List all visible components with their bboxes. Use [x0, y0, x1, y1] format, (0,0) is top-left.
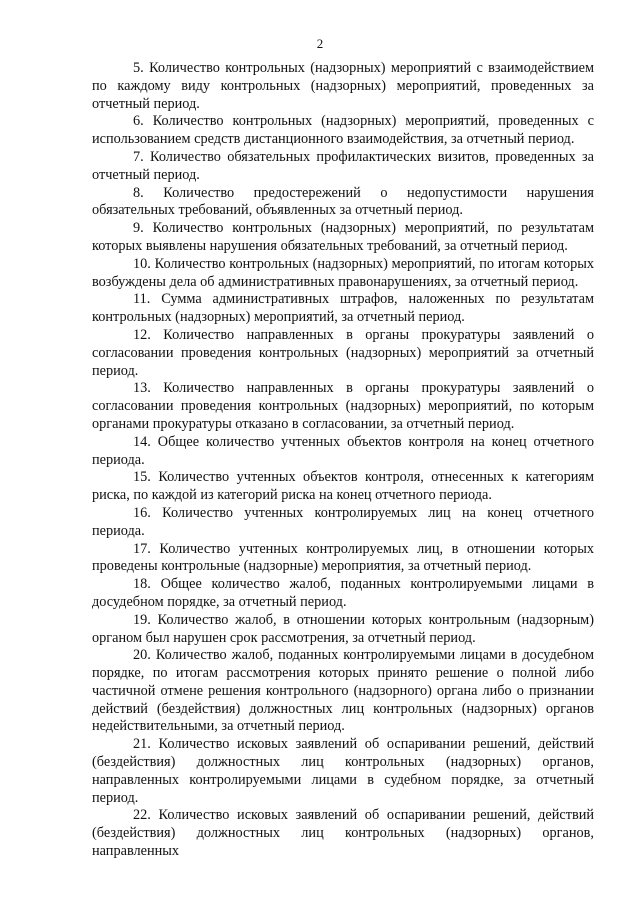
list-item-8: 8. Количество предостережений о недопустимости нарушения обязательных требований, объявленных за отчетный период. [92, 184, 594, 219]
list-item-20: 20. Количество жалоб, поданных контролируемыми лицами в досудебном порядке, по итогам рассмотрения которых принято решение о полной либо частичной отмене решения контрольного (надзорного) органа либо о признании действий (бездействия) должностных лиц контрольных (надзорных) органов недействительными, за отчетный период. [92, 647, 594, 735]
list-item-6: 6. Количество контрольных (надзорных) мероприятий, проведенных с использованием средств дистанционного взаимодействия, за отчетный период. [92, 113, 594, 148]
list-item-22: 22. Количество исковых заявлений об оспаривании решений, действий (бездействия) должностных лиц контрольных (надзорных) органов, направленных [92, 807, 594, 860]
list-item-14: 14. Общее количество учтенных объектов контроля на конец отчетного периода. [92, 433, 594, 468]
list-item-12: 12. Количество направленных в органы прокуратуры заявлений о согласовании проведения контрольных (надзорных) мероприятий за отчетный период. [92, 326, 594, 379]
list-item-7: 7. Количество обязательных профилактических визитов, проведенных за отчетный период. [92, 148, 594, 183]
list-item-5: 5. Количество контрольных (надзорных) мероприятий с взаимодействием по каждому виду контрольных (надзорных) мероприятий, проведенных за отчетный период. [92, 60, 594, 112]
list-item-17: 17. Количество учтенных контролируемых лиц, в отношении которых проведены контрольные (надзорные) мероприятия, за отчетный период. [92, 540, 594, 575]
document-body [92, 60, 594, 861]
list-item-19: 19. Количество жалоб, в отношении которых контрольным (надзорным) органом был нарушен срок рассмотрения, за отчетный период. [92, 611, 594, 646]
list-item-9: 9. Количество контрольных (надзорных) мероприятий, по результатам которых выявлены нарушения обязательных требований, за отчетный период. [92, 220, 594, 254]
list-item-13: 13. Количество направленных в органы прокуратуры заявлений о согласовании проведения контрольных (надзорных) мероприятий, по которым органами прокуратуры отказано в согласовании, за отчетный период. [92, 380, 594, 432]
list-item-16: 16. Количество учтенных контролируемых лиц на конец отчетного периода. [92, 504, 594, 539]
list-item-18: 18. Общее количество жалоб, поданных контролируемыми лицами в досудебном порядке, за отчетный период. [92, 576, 594, 610]
page-number: 2 [316, 36, 324, 51]
list-item-15: 15. Количество учтенных объектов контроля, отнесенных к категориям риска, по каждой из категорий риска на конец отчетного периода. [92, 469, 594, 504]
list-item-10: 10. Количество контрольных (надзорных) мероприятий, по итогам которых возбуждены дела об административных правонарушениях, за отчетный период. [92, 255, 594, 290]
list-item-11: 11. Сумма административных штрафов, наложенных по результатам контрольных (надзорных) мероприятий, за отчетный период. [92, 291, 594, 326]
list-item-21: 21. Количество исковых заявлений об оспаривании решений, действий (бездействия) должностных лиц контрольных (надзорных) органов, направленных контролируемыми лицами в судебном порядке, за отчетный период. [92, 736, 594, 806]
